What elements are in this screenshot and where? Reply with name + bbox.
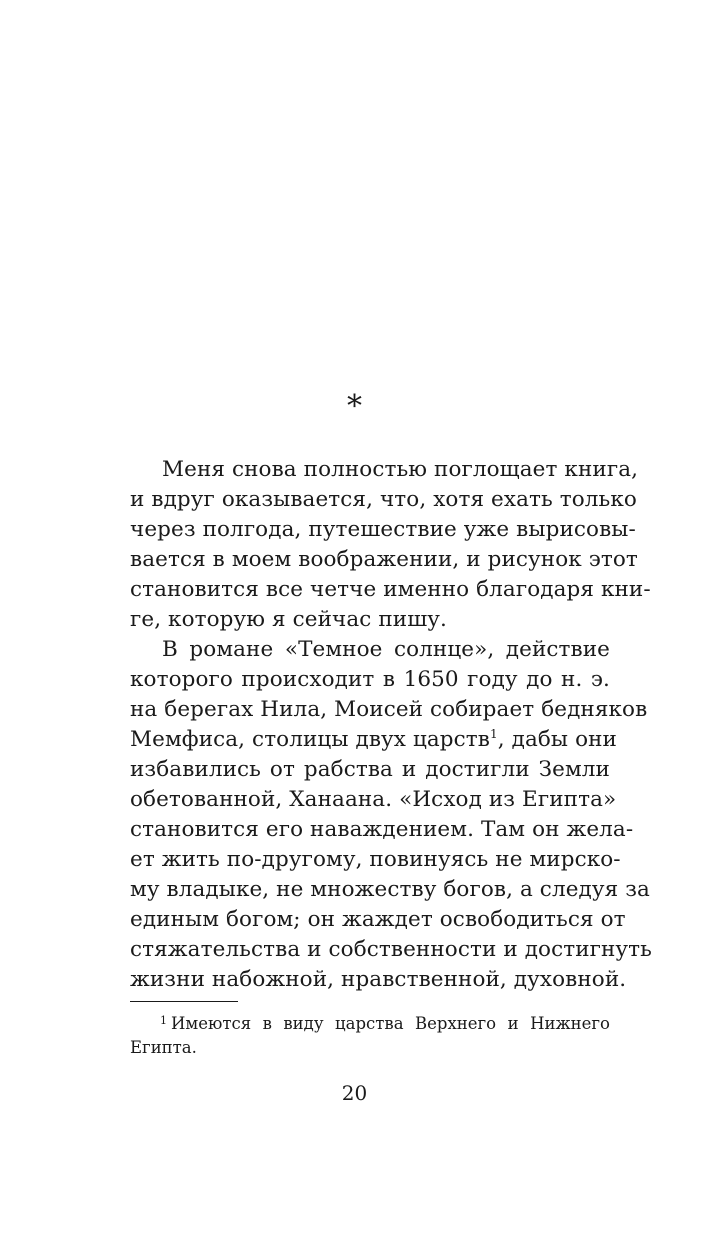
footnote bbox=[130, 1012, 610, 1060]
paragraph-line: жизни набожной, нравственной, духовной. bbox=[130, 967, 627, 992]
paragraph-line: ге, которую я сейчас пишу. bbox=[130, 607, 447, 632]
paragraph-line: ет жить по-другому, повинуясь не мирско- bbox=[130, 847, 621, 872]
paragraph-line: избавились от рабства и достигли Земли bbox=[130, 757, 610, 782]
footnote-reference[interactable]: 1 bbox=[490, 727, 498, 741]
paragraph-line: стяжательства и собственности и достигнуть bbox=[130, 937, 652, 962]
paragraph-text: Мемфиса, столицы двух царств bbox=[130, 727, 490, 752]
page-number: 20 bbox=[341, 1081, 368, 1105]
paragraph-line: В романе «Темное солнце», действие bbox=[162, 637, 610, 662]
section-break-ornament: * bbox=[347, 389, 362, 424]
paragraph-line: становится все четче именно благодаря кни- bbox=[130, 577, 651, 602]
paragraph-line-with-footnote bbox=[130, 725, 617, 755]
footnote-line: Египта. bbox=[130, 1038, 197, 1057]
paragraph-text: , дабы они bbox=[497, 727, 617, 752]
footnote-divider bbox=[130, 1001, 238, 1002]
paragraph-line: единым богом; он жаждет освободиться от bbox=[130, 907, 626, 932]
paragraph-line: вается в моем воображении, и рисунок этот bbox=[130, 547, 638, 572]
footnote-line bbox=[130, 1012, 610, 1036]
paragraph-line: обетованной, Ханаана. «Исход из Египта» bbox=[130, 787, 617, 812]
paragraph-line: Меня снова полностью поглощает книга, bbox=[162, 457, 639, 482]
paragraph-line: му владыке, не множеству богов, а следуя за bbox=[130, 877, 650, 902]
paragraph-line: на берегах Нила, Моисей собирает бедняков bbox=[130, 697, 648, 722]
paragraph-line: становится его наваждением. Там он жела- bbox=[130, 817, 634, 842]
footnote-text: Имеются в виду царства Верхнего и Нижнего bbox=[171, 1014, 610, 1033]
footnote-marker: 1 bbox=[160, 1014, 167, 1027]
paragraph-line: которого происходит в 1650 году до н. э. bbox=[130, 667, 610, 692]
paragraph-line: и вдруг оказывается, что, хотя ехать только bbox=[130, 487, 637, 512]
body-text bbox=[130, 455, 652, 995]
paragraph-line: через полгода, путешествие уже вырисовы- bbox=[130, 517, 636, 542]
